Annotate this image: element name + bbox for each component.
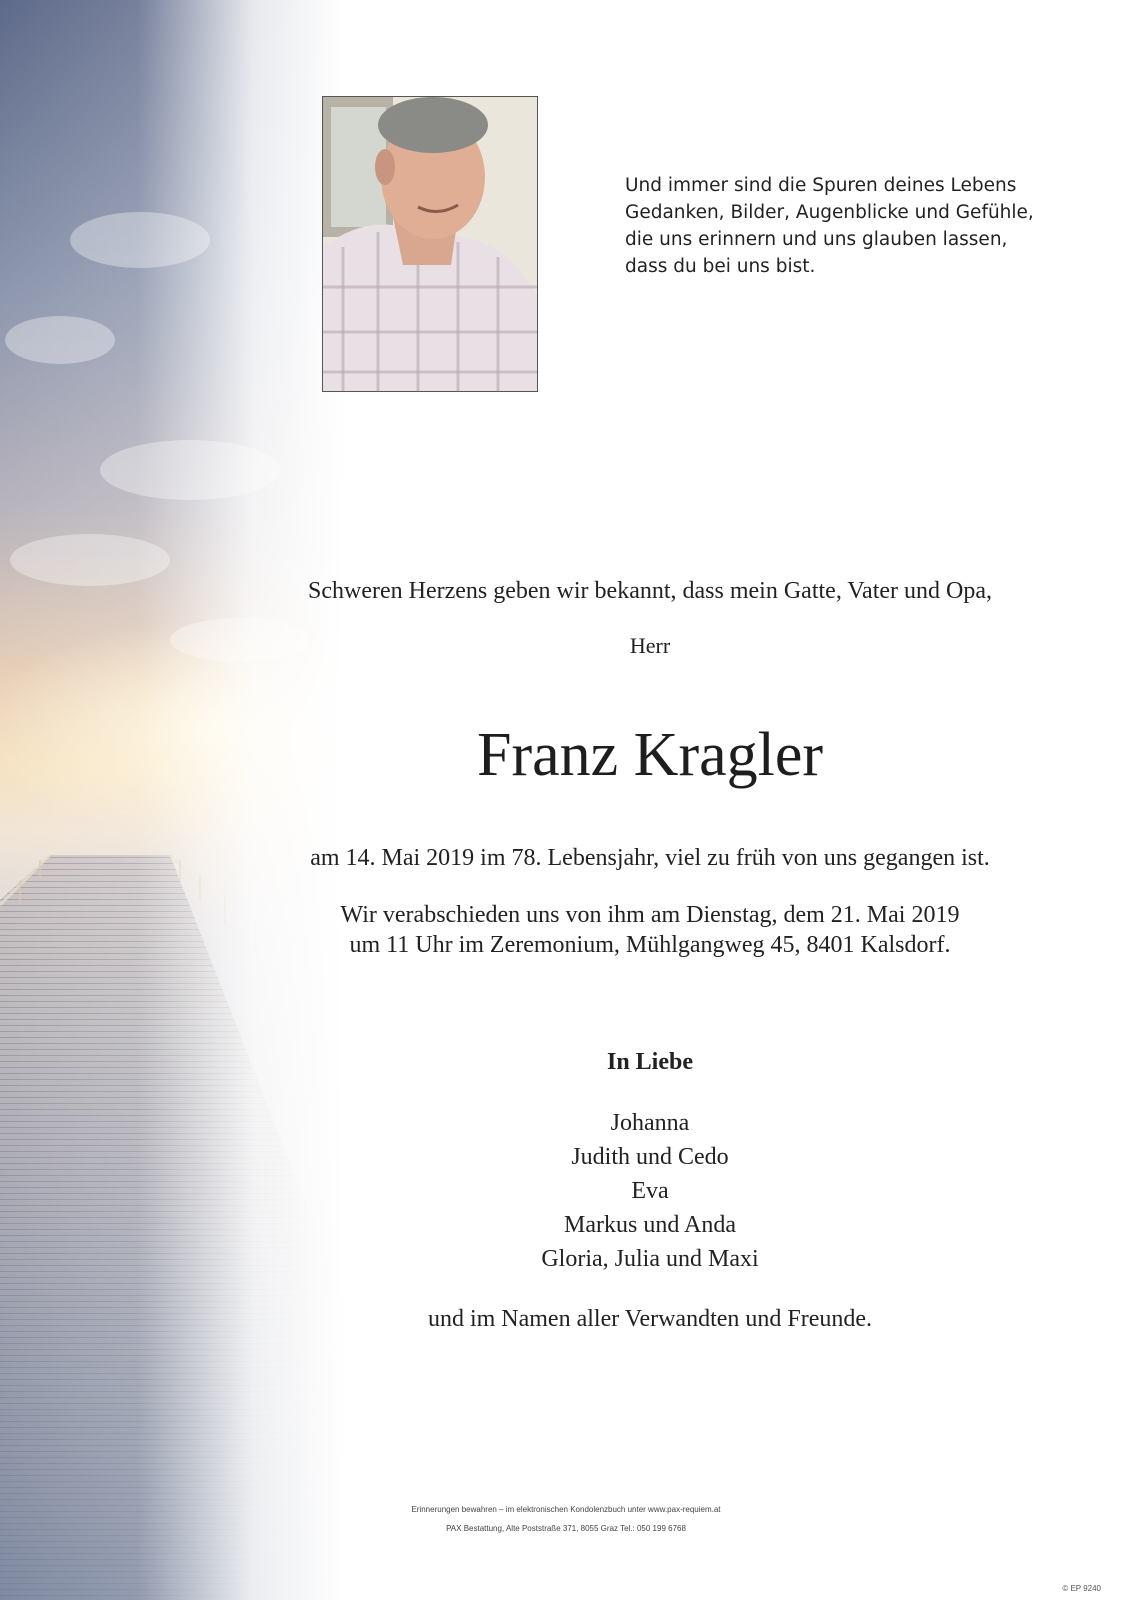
mourners-closing: und im Namen aller Verwandten und Freunde. [427, 1306, 873, 1332]
funeral-line: um 11 Uhr im Zeremonium, Mühlgangweg 45, 8401 Kalsdorf. [349, 932, 951, 958]
mourner-name: Johanna [610, 1110, 690, 1136]
salutation: Herr [629, 633, 671, 658]
poem-line: Gedanken, Bilder, Augenblicke und Gefühle, [625, 202, 1034, 223]
death-details: am 14. Mai 2019 im 78. Lebensjahr, viel zu früh von uns gegangen ist. [310, 845, 990, 871]
poem-line: Und immer sind die Spuren deines Lebens [625, 175, 1017, 196]
funeral-details [250, 900, 1050, 960]
mourner-name: Markus und Anda [564, 1212, 736, 1238]
mourner-name: Gloria, Julia und Maxi [541, 1246, 759, 1272]
mourner-name: Eva [631, 1178, 669, 1204]
footer-funeral-home: PAX Bestattung, Alte Poststraße 371, 8055 Graz Tel.: 050 199 6768 [446, 1524, 686, 1533]
document-code: © EP 9240 [1062, 1584, 1101, 1593]
funeral-line: Wir verabschieden uns von ihm am Dienstag, dem 21. Mai 2019 [340, 902, 960, 928]
mourner-name: Judith und Cedo [571, 1144, 729, 1170]
footer-condolence-link: Erinnerungen bewahren – im elektronischen Kondolenzbuch unter www.pax-requiem.at [411, 1505, 721, 1514]
mourners-title: In Liebe [606, 1049, 693, 1075]
portrait-photo [322, 96, 538, 392]
poem-line: dass du bei uns bist. [625, 256, 816, 277]
poem-line: die uns erinnern und uns glauben lassen, [625, 229, 1008, 250]
memorial-poem [625, 172, 1085, 280]
deceased-name: Franz Kragler [477, 721, 823, 789]
mourners-list [250, 1106, 1050, 1276]
announcement-intro: Schweren Herzens geben wir bekannt, dass mein Gatte, Vater und Opa, [308, 578, 992, 604]
